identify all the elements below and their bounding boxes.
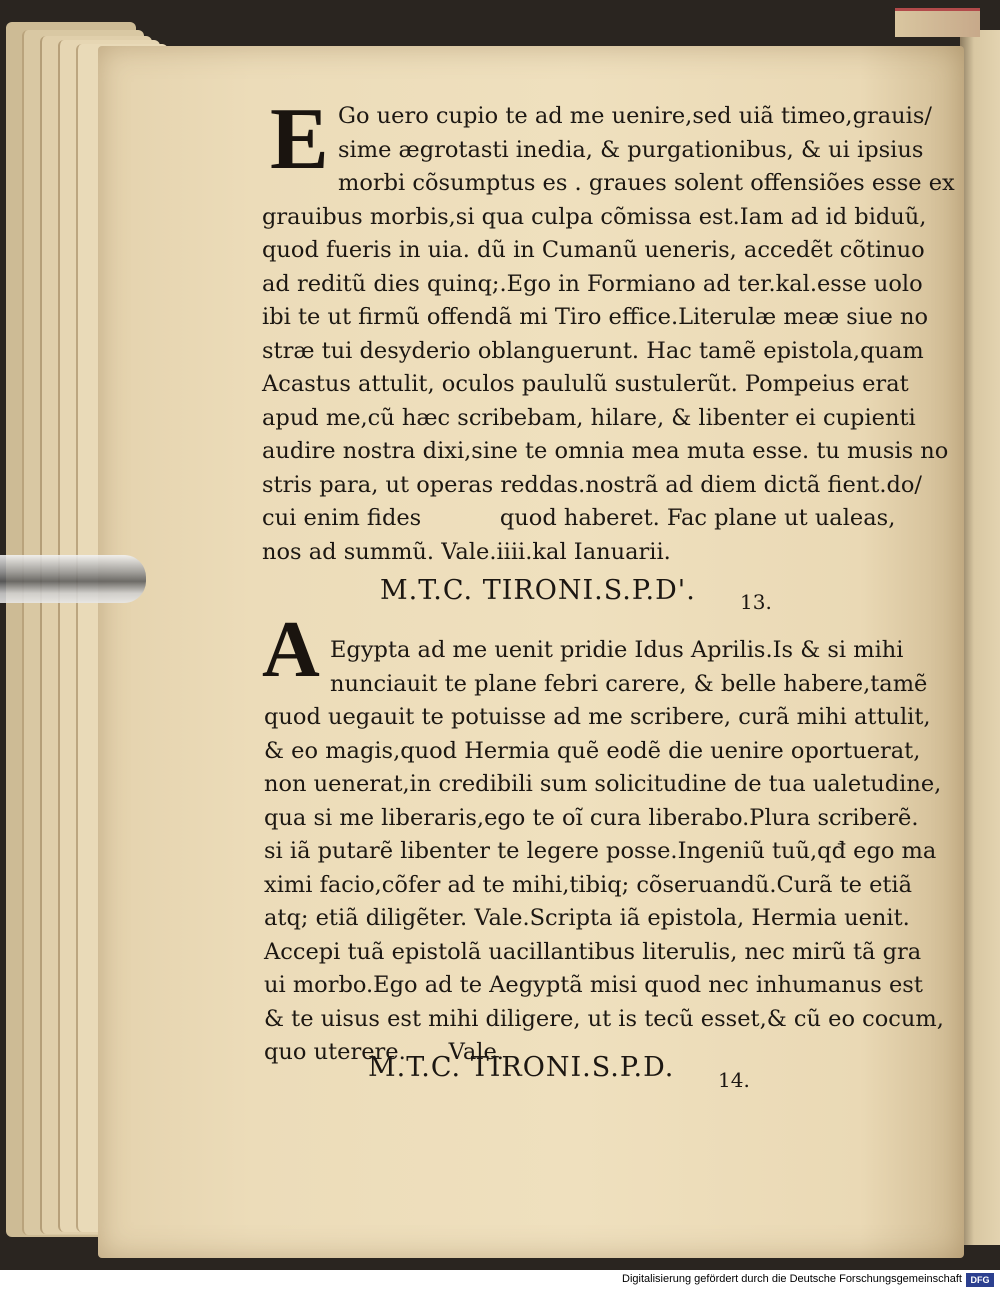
text-line: atq; etiã diligẽter. Vale.Scripta iã epistola, Hermia uenit. xyxy=(264,905,910,931)
text-line: apud me,cũ hæc scribebam, hilare, & libenter ei cupienti xyxy=(262,404,916,431)
funding-notice: Digitalisierung gefördert durch die Deutsche Forschungsgemeinschaft xyxy=(622,1273,962,1285)
text-line: si iã putarẽ libenter te legere posse.Ingeniũ tuũ,qđ ego ma xyxy=(264,838,937,864)
glass-page-clip xyxy=(0,555,146,603)
text-line: stris para, ut operas reddas.nostrã ad diem dictã fient.do/ xyxy=(262,471,923,498)
letter-heading: M.T.C. TIRONI.S.P.D'. xyxy=(380,575,696,606)
text-line: Egypta ad me uenit pridie Idus Aprilis.Is & si mihi xyxy=(330,637,904,663)
text-line: ad reditũ dies quinq;.Ego in Formiano ad ter.kal.esse uolo xyxy=(262,270,923,297)
text-line: cui enim fides quod haberet. Fac plane ut ualeas, xyxy=(262,505,896,531)
text-line: non uenerat,in credibili sum solicitudine de tua ualetudine, xyxy=(264,771,942,797)
text-line: morbi cõsumptus es . graues solent offensiões esse ex xyxy=(338,170,955,196)
text-line: & te uisus est mihi diligere, ut is tecũ esset,& cũ eo cocum, xyxy=(264,1005,944,1032)
text-line: Go uero cupio te ad me uenire,sed uiã timeo,grauis/ xyxy=(338,103,932,129)
text-line: nos ad summũ. Vale.iiii.kal Ianuarii. xyxy=(262,538,671,565)
letter-number: 13. xyxy=(740,590,772,614)
facing-page-edge xyxy=(960,30,1000,1245)
letter-body xyxy=(264,634,944,1070)
text-line: quod uegauit te potuisse ad me scribere, curã mihi attulit, xyxy=(264,704,931,730)
text-line: & eo magis,quod Hermia quẽ eodẽ die uenire oportuerat, xyxy=(264,737,921,764)
drop-capital: E xyxy=(270,91,329,188)
text-line: audire nostra dixi,sine te omnia mea muta esse. tu musis no xyxy=(262,438,949,464)
text-line: ibi te ut firmũ offendã mi Tiro effice.Literulæ meæ siue no xyxy=(262,304,929,330)
bookmark-ribbon xyxy=(895,8,980,37)
text-line: quo uterere. Vale. xyxy=(264,1039,504,1065)
letter-heading: M.T.C. TIRONI.S.P.D. xyxy=(368,1052,675,1083)
text-line: qua si me liberaris,ego te oĩ cura liberabo.Plura scriberẽ. xyxy=(264,804,919,831)
text-line: sime ægrotasti inedia, & purgationibus, & ui ipsius xyxy=(338,136,924,163)
drop-capital: A xyxy=(262,606,320,694)
text-line: Acastus attulit, oculos paululũ sustulerũt. Pompeius erat xyxy=(262,371,909,397)
text-line: nunciauit te plane febri carere, & belle habere,tamẽ xyxy=(330,670,928,697)
text-line: Accepi tuã epistolã uacillantibus literulis, nec mirũ tã gra xyxy=(264,938,922,965)
text-line: quod fueris in uia. dũ in Cumanũ ueneris, accedẽt cõtinuo xyxy=(262,237,925,263)
text-line: grauibus morbis,si qua culpa cõmissa est.Iam ad id biduũ, xyxy=(262,203,927,230)
footer-bar xyxy=(0,1270,1000,1292)
text-line: stræ tui desyderio oblanguerunt. Hac tamẽ epistola,quam xyxy=(262,337,924,364)
letter-number: 14. xyxy=(718,1068,750,1092)
dfg-logo: DFG xyxy=(966,1273,994,1287)
text-line: ximi facio,cõfer ad te mihi,tibiq; cõseruandũ.Curã te etiã xyxy=(264,871,913,898)
text-line: ui morbo.Ego ad te Aegyptã misi quod nec inhumanus est xyxy=(264,972,923,998)
letter-body xyxy=(262,100,955,569)
